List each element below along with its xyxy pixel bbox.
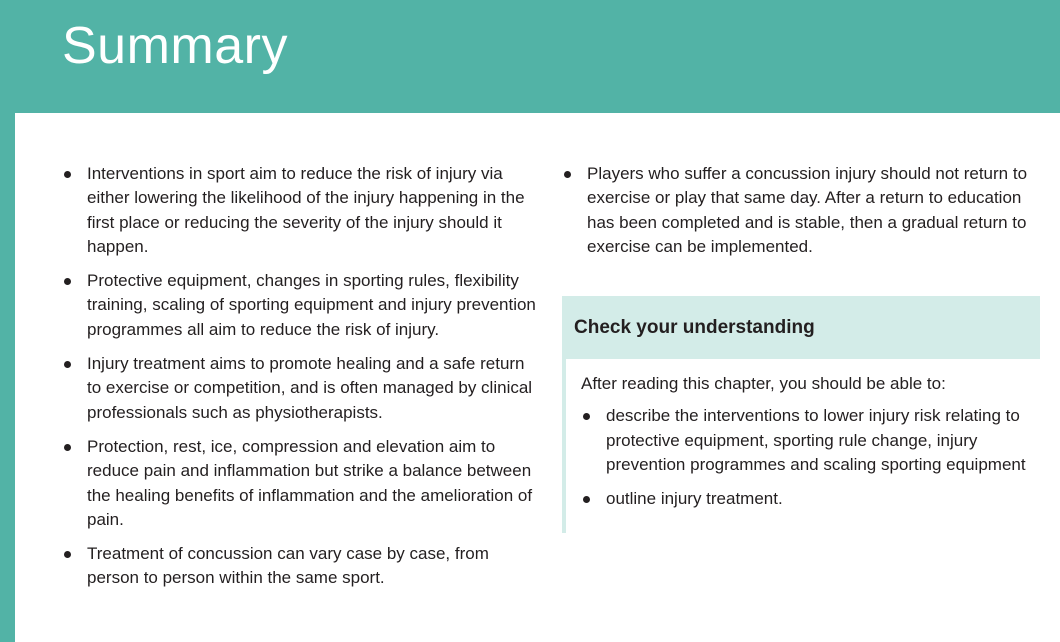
check-understanding-title: Check your understanding xyxy=(574,317,815,338)
content-panel xyxy=(15,113,1060,642)
header-band xyxy=(0,0,1060,113)
learning-outcomes-list xyxy=(581,404,1040,511)
summary-item: Interventions in sport aim to reduce the risk of injury via either lowering the likelihood of the injury happening in the first place or reducing the severity of the injury should it happen. xyxy=(62,162,542,259)
check-understanding-intro: After reading this chapter, you should be able to: xyxy=(581,374,946,393)
summary-item: Protective equipment, changes in sporting rules, flexibility training, scaling of sporting equipment and injury prevention programmes all aim to reduce the risk of injury. xyxy=(62,269,542,342)
page-title: Summary xyxy=(62,17,288,75)
summary-item: Players who suffer a concussion injury should not return to exercise or play that same day. After a return to education has been completed and is stable, then a gradual return to exercise can be implemented. xyxy=(562,162,1040,259)
learning-outcome-item: outline injury treatment. xyxy=(581,487,1040,511)
learning-outcome-item: describe the interventions to lower injury risk relating to protective equipment, sporting rule change, injury prevention programmes and scaling sporting equipment xyxy=(581,404,1040,477)
summary-item: Injury treatment aims to promote healing and a safe return to exercise or competition, and is often managed by clinical professionals such as physiotherapists. xyxy=(62,352,542,425)
summary-list-right xyxy=(562,162,1040,259)
check-understanding-body xyxy=(562,359,1040,533)
left-column xyxy=(62,162,542,601)
check-understanding-box xyxy=(562,296,1040,533)
summary-item: Treatment of concussion can vary case by case, from person to person within the same sport. xyxy=(62,542,542,591)
right-column xyxy=(562,162,1040,509)
summary-item: Protection, rest, ice, compression and elevation aim to reduce pain and inflammation but strike a balance between the healing benefits of inflammation and the amelioration of pain. xyxy=(62,435,542,532)
check-understanding-header xyxy=(562,296,1040,359)
summary-list-left xyxy=(62,162,542,591)
